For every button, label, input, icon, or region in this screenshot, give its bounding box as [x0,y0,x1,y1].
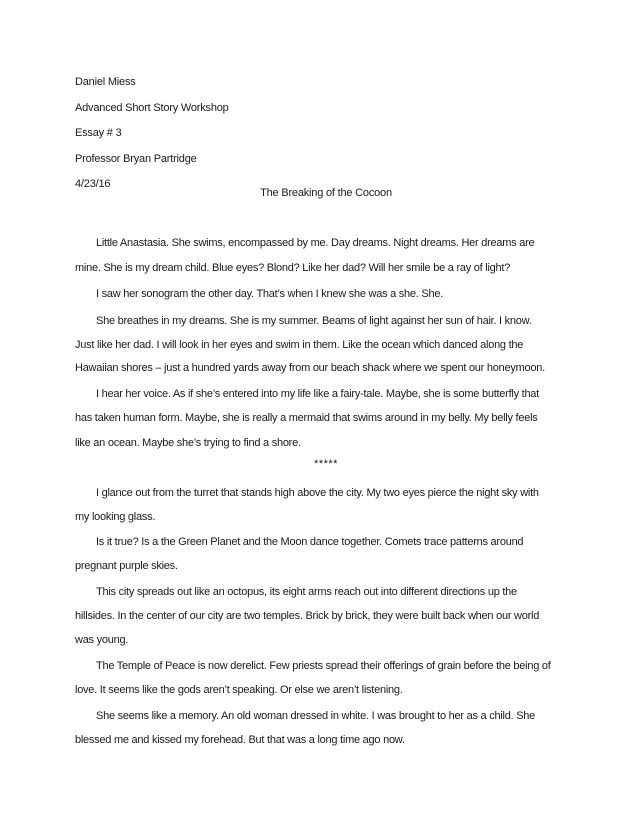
body-line: She seems like a memory. An old woman dressed in white. I was brought to her as a child. She [96,710,536,722]
section-separator: ***** [314,458,338,470]
document-date: 4/23/16 [75,178,111,190]
essay-number: Essay # 3 [75,127,122,139]
body-line: I saw her sonogram the other day. That’s when I knew she was a she. She. [96,288,444,300]
body-line: like an ocean. Maybe she’s trying to find a shore. [75,437,301,449]
body-line: blessed me and kissed my forehead. But that was a long time ago now. [75,734,405,746]
body-line: She breathes in my dreams. She is my summer. Beams of light against her sun of hair. I know. [96,315,532,327]
body-line: was young. [75,634,129,646]
body-line: This city spreads out like an octopus, its eight arms reach out into different directions up the [96,586,517,598]
body-line: mine. She is my dream child. Blue eyes? Blond? Like her dad? Will her smile be a ray of light? [75,262,511,274]
body-line: I glance out from the turret that stands high above the city. My two eyes pierce the night sky with [96,487,539,499]
course-name: Advanced Short Story Workshop [75,102,229,114]
body-line: pregnant purple skies. [75,560,178,572]
body-line: Just like her dad. I will look in her eyes and swim in them. Like the ocean which danced along the [75,339,524,351]
body-line: love. It seems like the gods aren’t speaking. Or else we aren’t listening. [75,684,403,696]
body-line: The Temple of Peace is now derelict. Few priests spread their offerings of grain before the being of [96,660,551,672]
body-line: my looking glass. [75,511,156,523]
body-line: I hear her voice. As if she’s entered into my life like a fairy-tale. Maybe, she is some butterfly that [96,388,539,400]
professor-name: Professor Bryan Partridge [75,153,197,165]
author-name: Daniel Miess [75,76,136,88]
body-line: Is it true? Is a the Green Planet and the Moon dance together. Comets trace patterns around [96,536,524,548]
body-line: hillsides. In the center of our city are two temples. Brick by brick, they were built back when our world [75,610,540,622]
essay-title: The Breaking of the Cocoon [260,187,392,199]
body-line: Little Anastasia. She swims, encompassed by me. Day dreams. Night dreams. Her dreams are [96,237,535,249]
body-line: has taken human form. Maybe, she is really a mermaid that swims around in my belly. My belly feels [75,412,538,424]
body-line: Hawaiian shores – just a hundred yards away from our beach shack where we spent our honeymoon. [75,362,545,374]
